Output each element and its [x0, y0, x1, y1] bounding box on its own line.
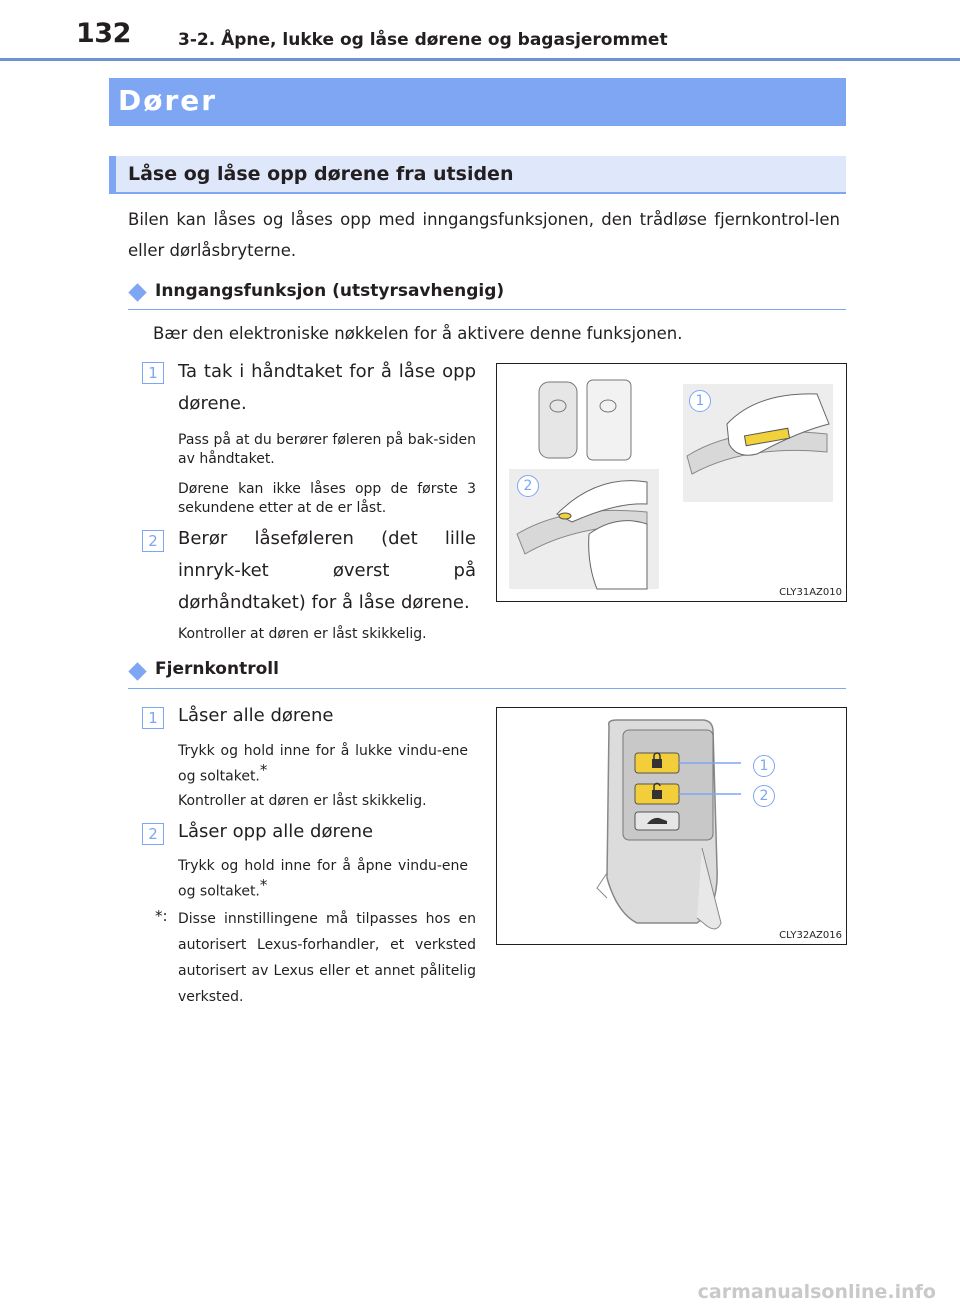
remote-item-1-text: Låser alle dørene	[178, 705, 334, 726]
page-number: 132	[76, 18, 131, 49]
smart-key-icon	[539, 380, 631, 460]
remote-item-1-note-2: Kontroller at døren er låst skikkelig.	[178, 793, 427, 809]
lock-button-icon	[635, 753, 679, 773]
figure-code: CLY32AZ016	[779, 930, 842, 941]
figure-callout-1: 1	[689, 390, 711, 412]
door-handle-illustration	[497, 364, 846, 601]
figure-callout-2: 2	[517, 475, 539, 497]
remote-heading: Fjernkontroll	[155, 659, 279, 679]
entry-function-lead: Bær den elektroniske nøkkelen for å aktivere denne funksjonen.	[153, 324, 683, 343]
entry-item-1-note-2: Dørene kan ikke låses opp de første 3 sekundene etter at de er låst.	[178, 481, 476, 516]
entry-function-heading: Inngangsfunksjon (utstyrsavhengig)	[155, 281, 505, 301]
trunk-button-icon	[635, 812, 679, 830]
remote-item-2-note-1: Trykk og hold inne for å åpne vindu-ene og soltaket.*	[178, 858, 468, 900]
item-number-badge: 1	[142, 707, 164, 729]
entry-item-2-text: Berør låseføleren (det lille innryk-ket øverst på dørhåndtaket) for å låse dørene.	[178, 528, 476, 613]
figure-callout-1: 1	[753, 755, 775, 777]
remote-item-2-text: Låser opp alle dørene	[178, 821, 374, 842]
subsection-bar-accent	[109, 156, 116, 194]
remote-key-illustration	[497, 708, 846, 944]
asterisk-mark: *	[259, 876, 268, 894]
item-number-badge: 2	[142, 530, 164, 552]
footnote-text: Disse innstillingene må tilpasses hos en autorisert Lexus-forhandler, et verksted autorisert av Lexus eller et annet pålitelig verksted.	[178, 911, 476, 1005]
footnote-marker: *:	[155, 907, 168, 925]
remote-key-figure	[496, 707, 847, 945]
item-number-badge: 1	[142, 362, 164, 384]
asterisk-mark: *	[259, 761, 268, 779]
item-number-badge: 2	[142, 823, 164, 845]
entry-item-2-note-1: Kontroller at døren er låst skikkelig.	[178, 626, 427, 642]
subsection-title: Låse og låse opp dørene fra utsiden	[128, 163, 514, 185]
remote-item-1-note-1: Trykk og hold inne for å lukke vindu-ene og soltaket.*	[178, 743, 468, 785]
remote-rule	[128, 688, 846, 689]
section-title: Dører	[118, 84, 218, 117]
figure-code: CLY31AZ010	[779, 587, 842, 598]
diamond-bullet-icon	[128, 662, 146, 680]
figure-callout-2: 2	[753, 785, 775, 807]
watermark: carmanualsonline.info	[697, 1281, 936, 1303]
door-handle-figure	[496, 363, 847, 602]
entry-item-1-text: Ta tak i håndtaket for å låse opp dørene.	[178, 361, 476, 414]
entry-item-1-note-1: Pass på at du berører føleren på bak-siden av håndtaket.	[178, 432, 476, 467]
running-header: 3-2. Åpne, lukke og låse dørene og bagasjerommet	[178, 30, 668, 50]
diamond-bullet-icon	[128, 283, 146, 301]
entry-function-rule	[128, 309, 846, 310]
unlock-button-icon	[635, 783, 679, 804]
header-rule	[0, 58, 960, 61]
intro-paragraph: Bilen kan låses og låses opp med inngangsfunksjonen, den trådløse fjernkontrol-len eller dørlåsbryterne.	[128, 210, 840, 260]
section-title-bar	[109, 78, 846, 126]
